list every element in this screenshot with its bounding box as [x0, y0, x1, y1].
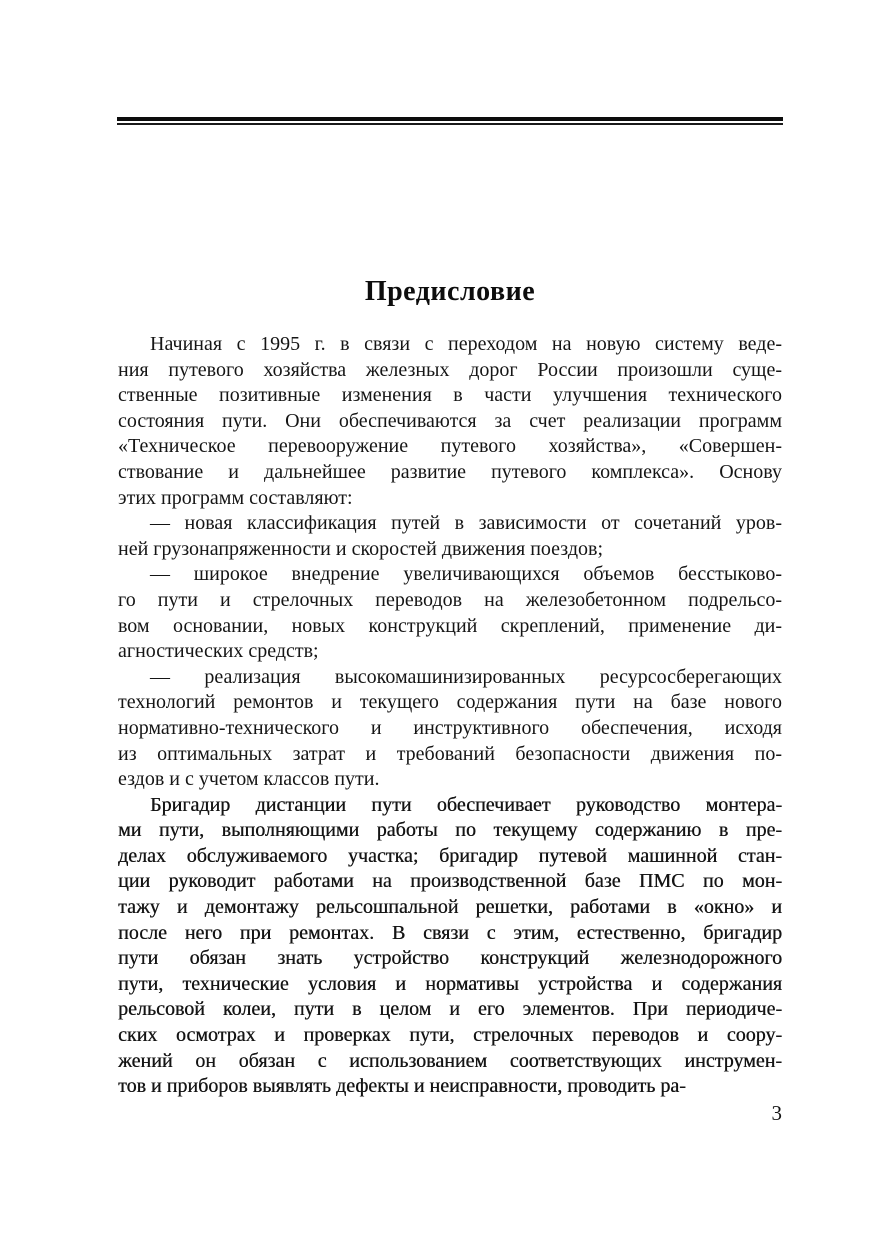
paragraph [118, 511, 782, 562]
text-line: го пути и стрелочных переводов на железобетонном подрельсо- [118, 588, 782, 611]
header-rule [117, 117, 783, 125]
paragraph [118, 332, 782, 511]
text-line: — широкое внедрение увеличивающихся объемов бесстыково- [150, 563, 782, 586]
text-line: ми пути, выполняющими работы по текущему содержанию в пре- [118, 819, 782, 842]
text-line: — реализация высокомашинизированных ресурсосберегающих [150, 665, 782, 688]
text-line: — новая классификация путей в зависимости от сочетаний уров- [150, 512, 782, 535]
text-line: состояния пути. Они обеспечиваются за счет реализации программ [118, 409, 782, 432]
text-line: жений он обязан с использованием соответствующих инструмен- [118, 1049, 782, 1072]
text-line: ездов и с учетом классов пути. [118, 768, 380, 791]
text-line: нормативно-технического и инструктивного обеспечения, исходя [118, 716, 782, 739]
text-line: ния путевого хозяйства железных дорог России произошли суще- [118, 358, 782, 381]
text-line: этих программ составляют: [118, 486, 353, 509]
text-line: «Техническое перевооружение путевого хозяйства», «Совершен- [118, 435, 782, 458]
chapter-title: Предисловие [364, 276, 536, 307]
text-line: ствование и дальнейшее развитие путевого комплекса». Основу [118, 460, 782, 483]
text-line: технологий ремонтов и текущего содержания пути на базе нового [118, 691, 782, 714]
page-number: 3 [771, 1101, 782, 1125]
paragraph [118, 793, 782, 1100]
text-line: после него при ремонтах. В связи с этим, естественно, бригадир [118, 921, 782, 944]
text-line: агностических средств; [118, 640, 319, 663]
text-line: ственные позитивные изменения в части улучшения технического [118, 384, 782, 407]
text-line: Начиная с 1995 г. в связи с переходом на новую систему веде- [150, 333, 782, 355]
text-line: Бригадир дистанции пути обеспечивает руководство монтера- [150, 793, 782, 816]
paragraph [118, 562, 782, 664]
preface-text [118, 332, 782, 1100]
text-line: тов и приборов выявлять дефекты и неисправности, проводить ра- [118, 1075, 686, 1098]
header-rule-thick [117, 117, 783, 121]
text-line: тажу и демонтажу рельсошпальной решетки, работами в «окно» и [118, 896, 782, 919]
header-rule-thin [117, 123, 783, 125]
text-line: рельсовой колеи, пути в целом и его элементов. При периодиче- [118, 998, 782, 1021]
text-line: ней грузонапряженности и скоростей движения поездов; [118, 537, 603, 560]
text-line: делах обслуживаемого участка; бригадир путевой машинной стан- [118, 844, 782, 867]
text-line: вом основании, новых конструкций скреплений, применение ди- [118, 614, 782, 637]
text-line: пути обязан знать устройство конструкций железнодорожного [118, 947, 782, 970]
text-line: из оптимальных затрат и требований безопасности движения по- [118, 742, 782, 765]
paragraph [118, 665, 782, 793]
text-line: ции руководит работами на производственной базе ПМС по мон- [118, 870, 782, 893]
text-line: пути, технические условия и нормативы устройства и содержания [118, 972, 782, 995]
text-line: ских осмотрах и проверках пути, стрелочных переводов и соору- [118, 1024, 782, 1047]
